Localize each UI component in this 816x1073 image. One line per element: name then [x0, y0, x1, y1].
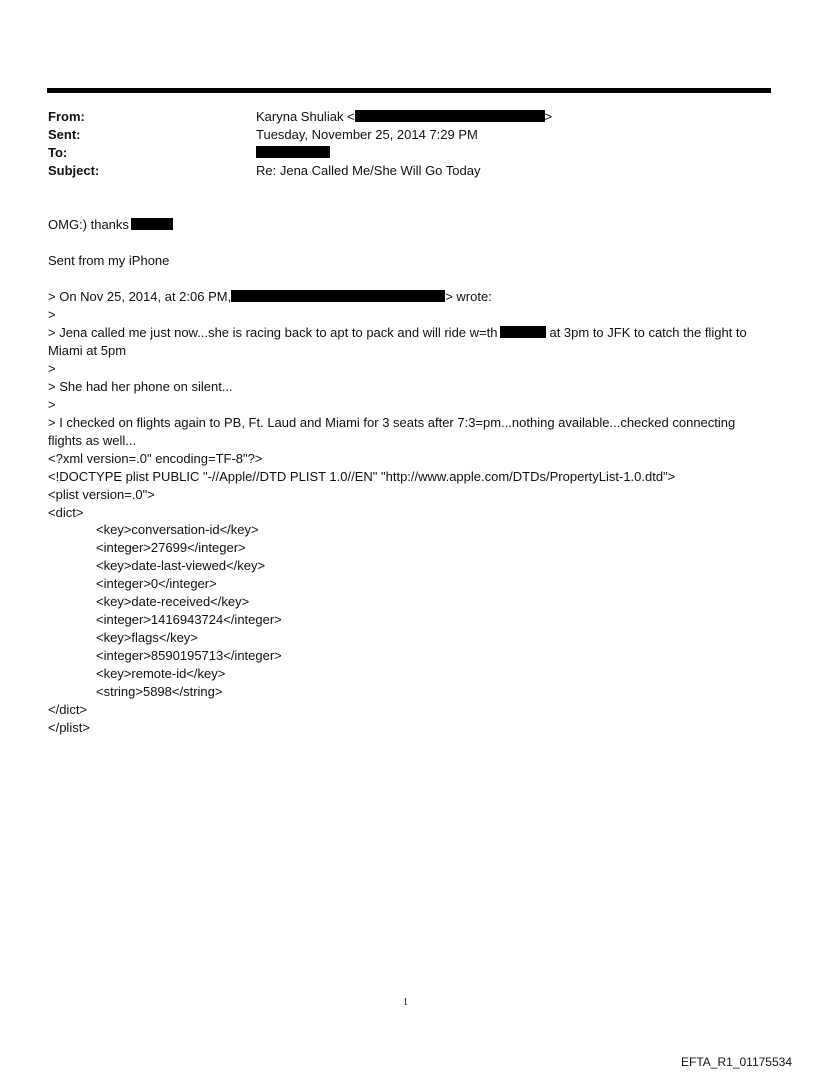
redaction-box	[355, 110, 545, 122]
checked-line-2: flights as well...	[48, 433, 137, 448]
redaction-box	[131, 218, 173, 230]
dict-line: <key>date-last-viewed</key>	[96, 558, 266, 573]
redaction-box	[231, 290, 445, 302]
dict-line: <key>date-received</key>	[96, 594, 250, 609]
subject-label: Subject:	[48, 163, 100, 178]
sent-label: Sent:	[48, 127, 81, 142]
xml-line: <plist version=.0">	[48, 487, 155, 502]
from-value	[256, 109, 552, 125]
subject-value: Re: Jena Called Me/She Will Go Today	[256, 163, 481, 178]
close-line: </plist>	[48, 720, 90, 735]
sent-value: Tuesday, November 25, 2014 7:29 PM	[256, 127, 478, 142]
jena-text-b: at 3pm to JFK to catch the flight to	[549, 325, 747, 340]
dict-line: <integer>0</integer>	[96, 576, 217, 591]
to-value	[256, 145, 330, 161]
to-label: To:	[48, 145, 68, 160]
dict-line: <key>remote-id</key>	[96, 666, 226, 681]
from-label: From:	[48, 109, 85, 124]
dict-line: <integer>8590195713</integer>	[96, 648, 282, 663]
xml-line: <dict>	[48, 505, 84, 520]
redaction-box	[256, 146, 330, 158]
xml-line: <!DOCTYPE plist PUBLIC "-//Apple//DTD PLIST 1.0//EN" "http://www.apple.com/DTDs/PropertyList-1.0.dtd">	[48, 469, 676, 484]
page-number: 1	[403, 997, 408, 1008]
header-rule	[47, 88, 771, 93]
sent-from-line: Sent from my iPhone	[48, 253, 170, 268]
body-line	[48, 217, 173, 233]
jena-line	[48, 325, 747, 341]
from-close: >	[544, 109, 553, 124]
xml-line: <?xml version=.0" encoding=TF-8"?>	[48, 451, 263, 466]
dict-line: <integer>27699</integer>	[96, 540, 246, 555]
quote-gt: >	[48, 307, 56, 322]
quote-gt: >	[48, 397, 56, 412]
jena-line-2: Miami at 5pm	[48, 343, 127, 358]
from-name: Karyna Shuliak <	[256, 109, 355, 124]
jena-text-a: > Jena called me just now...she is racing back to apt to pack and will ride w=th	[48, 325, 498, 340]
checked-line: > I checked on flights again to PB, Ft. Laud and Miami for 3 seats after 7:3=pm...nothing available...checked connecting	[48, 415, 736, 430]
bates-number: EFTA_R1_01175534	[681, 1055, 792, 1069]
quote-header-line	[48, 289, 492, 305]
quote-gt: >	[48, 361, 56, 376]
redaction-box	[500, 326, 546, 338]
dict-line: <integer>1416943724</integer>	[96, 612, 282, 627]
phone-line: > She had her phone on silent...	[48, 379, 233, 394]
dict-line: <string>5898</string>	[96, 684, 223, 699]
dict-line: <key>conversation-id</key>	[96, 522, 259, 537]
close-line: </dict>	[48, 702, 88, 717]
thanks-text: OMG:) thanks	[48, 217, 129, 232]
quote-prefix: > On Nov 25, 2014, at 2:06 PM,	[48, 289, 232, 304]
dict-line: <key>flags</key>	[96, 630, 198, 645]
quote-suffix: > wrote:	[445, 289, 492, 304]
